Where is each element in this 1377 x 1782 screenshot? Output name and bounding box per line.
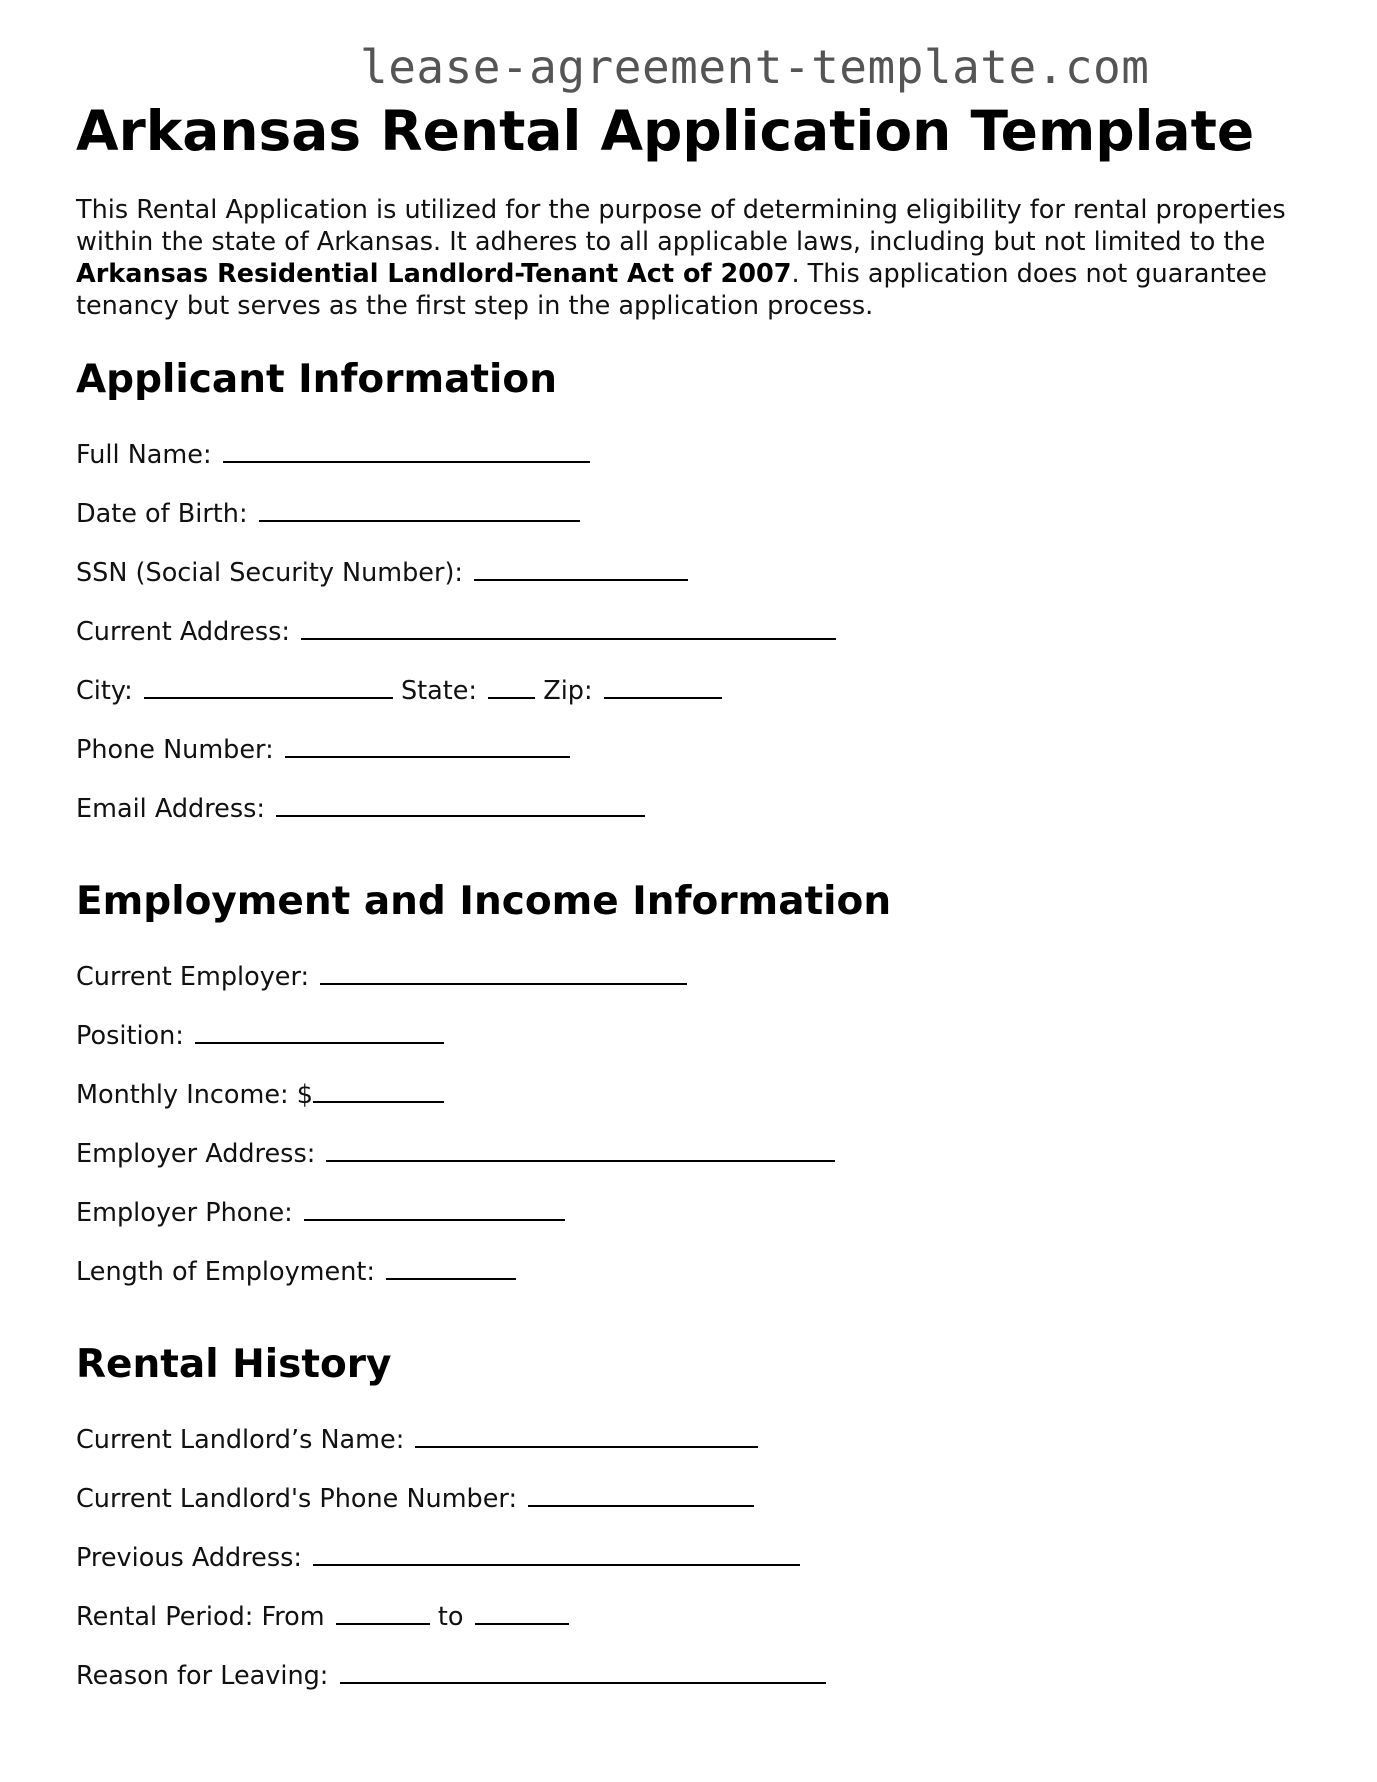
phone-field[interactable] (285, 735, 570, 758)
employer-address-label: Employer Address: (76, 1139, 316, 1169)
rental-period-to-label: to (437, 1602, 464, 1632)
rental-period-from-label: Rental Period: From (76, 1602, 325, 1632)
employer-field[interactable] (320, 962, 687, 985)
full-name-label: Full Name: (76, 440, 212, 470)
phone-row (76, 721, 1306, 780)
dob-label: Date of Birth: (76, 499, 248, 529)
position-row (76, 1007, 1306, 1066)
zip-label: Zip: (543, 676, 593, 706)
position-field[interactable] (195, 1021, 444, 1044)
ssn-row (76, 544, 1306, 603)
income-row (76, 1066, 1306, 1125)
state-field[interactable] (488, 676, 535, 699)
intro-text-1: This Rental Application is utilized for the purpose of determining eligibility for rental properties within the state of Arkansas. It adheres to all applicable laws, including but not limited to the (76, 195, 1286, 257)
applicant-heading: Applicant Information (76, 357, 557, 402)
document-body (76, 96, 1306, 1706)
employer-label: Current Employer: (76, 962, 310, 992)
watermark: lease-agreement-template.com (360, 40, 1150, 94)
email-label: Email Address: (76, 794, 265, 824)
employment-section (76, 877, 1306, 1302)
landlord-phone-row (76, 1470, 1306, 1529)
intro-text-2: . This application does not guarantee tenancy but serves as the first step in the application process. (76, 259, 1267, 321)
employer-phone-field[interactable] (304, 1198, 565, 1221)
employer-address-row (76, 1125, 1306, 1184)
full-name-row (76, 426, 1306, 485)
city-state-zip-row (76, 662, 1306, 721)
landlord-phone-label: Current Landlord's Phone Number: (76, 1484, 518, 1514)
reason-leaving-field[interactable] (340, 1661, 826, 1684)
rental-period-to-field[interactable] (475, 1602, 569, 1625)
previous-address-label: Previous Address: (76, 1543, 303, 1573)
reason-leaving-label: Reason for Leaving: (76, 1661, 329, 1691)
landlord-phone-field[interactable] (528, 1484, 754, 1507)
previous-address-row (76, 1529, 1306, 1588)
rental-history-heading: Rental History (76, 1342, 392, 1387)
city-label: City: (76, 676, 133, 706)
landlord-name-label: Current Landlord’s Name: (76, 1425, 405, 1455)
employer-row (76, 948, 1306, 1007)
income-field[interactable] (313, 1080, 444, 1103)
rental-period-from-field[interactable] (336, 1602, 430, 1625)
employer-phone-label: Employer Phone: (76, 1198, 293, 1228)
applicant-section (76, 355, 1306, 839)
employment-length-field[interactable] (386, 1257, 516, 1280)
zip-field[interactable] (604, 676, 722, 699)
employment-heading: Employment and Income Information (76, 879, 892, 924)
employer-phone-row (76, 1184, 1306, 1243)
landlord-name-field[interactable] (415, 1425, 758, 1448)
rental-period-row (76, 1588, 1306, 1647)
full-name-field[interactable] (223, 440, 590, 463)
dob-row (76, 485, 1306, 544)
rental-history-section (76, 1340, 1306, 1706)
current-address-row (76, 603, 1306, 662)
employment-length-label: Length of Employment: (76, 1257, 375, 1287)
position-label: Position: (76, 1021, 184, 1051)
intro-act-name: Arkansas Residential Landlord-Tenant Act of 2007 (76, 259, 792, 289)
employment-length-row (76, 1243, 1306, 1302)
state-label: State: (400, 676, 478, 706)
employer-address-field[interactable] (326, 1139, 835, 1162)
dob-field[interactable] (259, 499, 580, 522)
email-row (76, 780, 1306, 839)
phone-label: Phone Number: (76, 735, 274, 765)
reason-leaving-row (76, 1647, 1306, 1706)
document-title: Arkansas Rental Application Template (76, 99, 1255, 163)
previous-address-field[interactable] (313, 1543, 800, 1566)
email-field[interactable] (276, 794, 645, 817)
current-address-field[interactable] (301, 617, 836, 640)
intro-paragraph (76, 194, 1306, 322)
ssn-field[interactable] (474, 558, 688, 581)
income-label: Monthly Income: $ (76, 1080, 313, 1110)
landlord-name-row (76, 1411, 1306, 1470)
current-address-label: Current Address: (76, 617, 291, 647)
ssn-label: SSN (Social Security Number): (76, 558, 464, 588)
city-field[interactable] (144, 676, 393, 699)
